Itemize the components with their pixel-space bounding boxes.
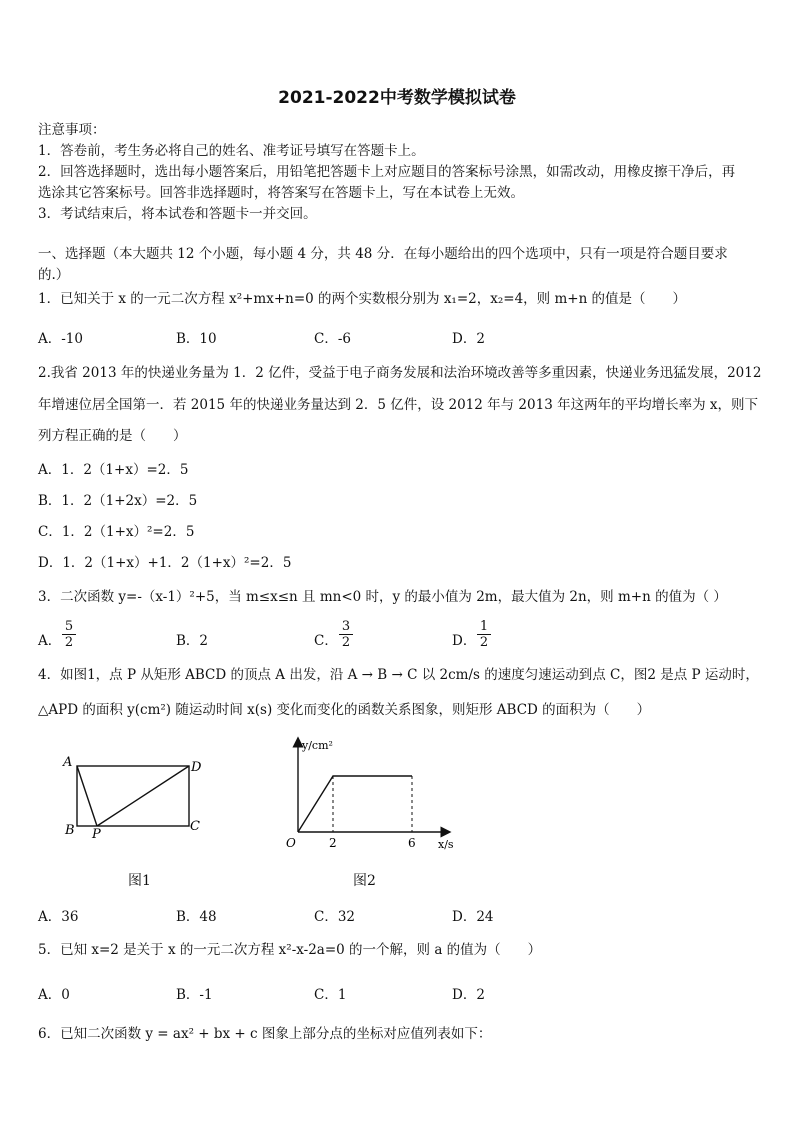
tick-label-2: 2: [329, 836, 337, 850]
notice-item: 1．答卷前，考生务必将自己的姓名、准考证号填写在答题卡上。: [38, 143, 425, 159]
option-d: D．2: [452, 331, 485, 347]
fraction-denominator: 2: [341, 635, 351, 650]
fraction-numerator: 3: [339, 619, 353, 635]
option-a: A．36: [38, 909, 79, 925]
question-stem: 1．已知关于 x 的一元二次方程 x²+mx+n=0 的两个实数根分别为 x₁=2，x₂=4，则 m+n 的值是（ ）: [38, 291, 687, 307]
option-c: C．32: [314, 909, 356, 925]
label-b: B: [65, 823, 75, 838]
question-stem-line: △APD 的面积 y(cm²) 随运动时间 x(s) 变化而变化的函数关系图象，则矩形 ABCD 的面积为（ ）: [38, 702, 651, 718]
option-c-fraction: [339, 619, 353, 650]
tick-label-6: 6: [408, 836, 416, 850]
option-c: C．1．2（1+x）²=2．5: [38, 524, 195, 540]
y-axis-label: y/cm²: [302, 739, 333, 752]
question-stem-line: 2.我省 2013 年的快递业务量为 1．2 亿件，受益于电子商务发展和法治环境改善等多重因素，快递业务迅猛发展，2012: [38, 365, 762, 381]
option-b: B．10: [176, 331, 217, 347]
label-p: P: [92, 827, 101, 840]
option-c: C．-6: [314, 331, 351, 347]
segment-ap: [77, 766, 97, 826]
option-c-label: C．: [314, 633, 338, 649]
option-c: C．1: [314, 987, 347, 1003]
fraction-numerator: 1: [477, 619, 491, 635]
label-d: D: [191, 760, 202, 775]
option-a: A．-10: [38, 331, 83, 347]
option-d: D．2: [452, 987, 485, 1003]
graph-line: [298, 776, 412, 832]
option-d: D．1．2（1+x）+1．2（1+x）²=2．5: [38, 555, 292, 571]
option-a-label: A．: [38, 633, 62, 649]
fraction-numerator: 5: [62, 619, 76, 635]
figure-2-caption: 图2: [353, 873, 376, 889]
option-a: A．0: [38, 987, 70, 1003]
option-a: A．1．2（1+x）=2．5: [38, 462, 189, 478]
question-stem: 6．已知二次函数 y = ax² + bx + c 图象上部分点的坐标对应值列表如下：: [38, 1026, 492, 1042]
notice-item: 选涂其它答案标号。回答非选择题时，将答案写在答题卡上，写在本试卷上无效。: [38, 185, 524, 201]
question-stem-line: 列方程正确的是（ ）: [38, 428, 187, 444]
option-b: B．48: [176, 909, 217, 925]
page-title: 2021-2022中考数学模拟试卷: [278, 88, 516, 108]
label-c: C: [190, 819, 200, 834]
label-a: A: [63, 755, 73, 770]
x-axis-label: x/s: [438, 838, 454, 851]
option-d-label: D．: [452, 633, 477, 649]
fraction-denominator: 2: [479, 635, 489, 650]
fraction-denominator: 2: [64, 635, 74, 650]
option-a-fraction: [62, 619, 76, 650]
option-d: D．24: [452, 909, 494, 925]
section-heading-line2: 的.）: [38, 267, 70, 283]
notice-item: 2．回答选择题时，选出每小题答案后，用铅笔把答题卡上对应题目的答案标号涂黑，如需改动，用橡皮擦干净后，再: [38, 164, 736, 180]
question-stem-line: 4．如图1，点 P 从矩形 ABCD 的顶点 A 出发，沿 A → B → C 以 2cm/s 的速度匀速运动到点 C，图2 是点 P 运动时，: [38, 667, 759, 683]
notice-heading: 注意事项：: [38, 122, 106, 138]
segment-pd: [97, 766, 189, 826]
notice-item: 3．考试结束后，将本试卷和答题卡一并交回。: [38, 206, 317, 222]
option-d-fraction: [477, 619, 491, 650]
figure-2-graph: [278, 736, 468, 856]
figure-1-caption: 图1: [128, 873, 151, 889]
option-b: B．-1: [176, 987, 213, 1003]
section-heading-line1: 一、选择题（本大题共 12 个小题，每小题 4 分，共 48 分．在每小题给出的四个选项中，只有一项是符合题目要求: [38, 246, 728, 262]
question-stem: 3．二次函数 y=-（x-1）²+5，当 m≤x≤n 且 mn<0 时，y 的最小值为 2m，最大值为 2n，则 m+n 的值为（ ）: [38, 589, 727, 605]
question-stem-line: 年增速位居全国第一．若 2015 年的快递业务量达到 2．5 亿件，设 2012 年与 2013 年这两年的平均增长率为 x，则下: [38, 397, 758, 413]
figure-1-rectangle: [55, 748, 215, 840]
option-b: B．2: [176, 633, 209, 649]
origin-label: O: [286, 836, 296, 850]
question-stem: 5．已知 x=2 是关于 x 的一元二次方程 x²-x-2a=0 的一个解，则 a 的值为（ ）: [38, 942, 542, 958]
option-b: B．1．2（1+2x）=2．5: [38, 493, 198, 509]
